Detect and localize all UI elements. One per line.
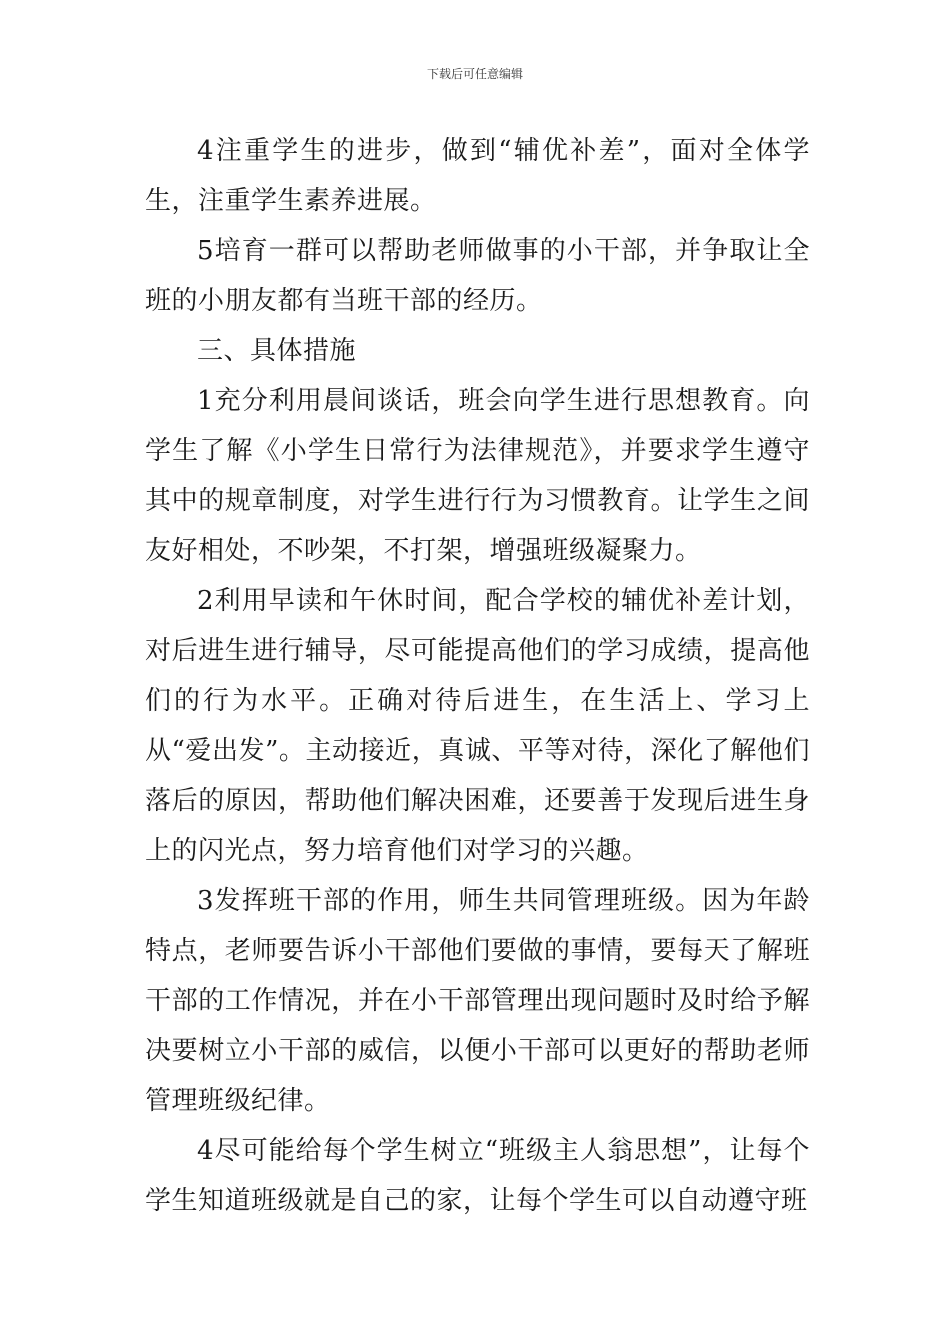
section-heading-measures: 三、具体措施	[197, 336, 357, 366]
document-body	[145, 126, 810, 1226]
paragraph-measure-2: 2利用早读和午休时间，配合学校的辅优补差计划，对后进生进行辅导，尽可能提高他们的学习成绩，提高他们的行为水平。正确对待后进生，在生活上、学习上从“爱出发”。主动接近，真诚、平等对待，深化了解他们落后的原因，帮助他们解决困难，还要善于发现后进生身上的闪光点，努力培育他们对学习的兴趣。	[145, 586, 810, 866]
paragraph-goal-4: 4注重学生的进步，做到“辅优补差”，面对全体学生，注重学生素养进展。	[145, 136, 810, 216]
page-header-note: 下载后可任意编辑	[426, 67, 523, 81]
paragraph-measure-4: 4尽可能给每个学生树立“班级主人翁思想”，让每个学生知道班级就是自己的家，让每个学生可以自动遵守班	[145, 1136, 810, 1216]
paragraph-goal-5: 5培育一群可以帮助老师做事的小干部，并争取让全班的小朋友都有当班干部的经历。	[145, 236, 810, 316]
paragraph-measure-3: 3发挥班干部的作用，师生共同管理班级。因为年龄特点，老师要告诉小干部他们要做的事情，要每天了解班干部的工作情况，并在小干部管理出现问题时及时给予解决要树立小干部的威信，以便小干部可以更好的帮助老师管理班级纪律。	[145, 886, 810, 1116]
paragraph-measure-1: 1充分利用晨间谈话，班会向学生进行思想教育。向学生了解《小学生日常行为法律规范》，并要求学生遵守其中的规章制度，对学生进行行为习惯教育。让学生之间友好相处，不吵架，不打架，增强班级凝聚力。	[145, 386, 810, 566]
